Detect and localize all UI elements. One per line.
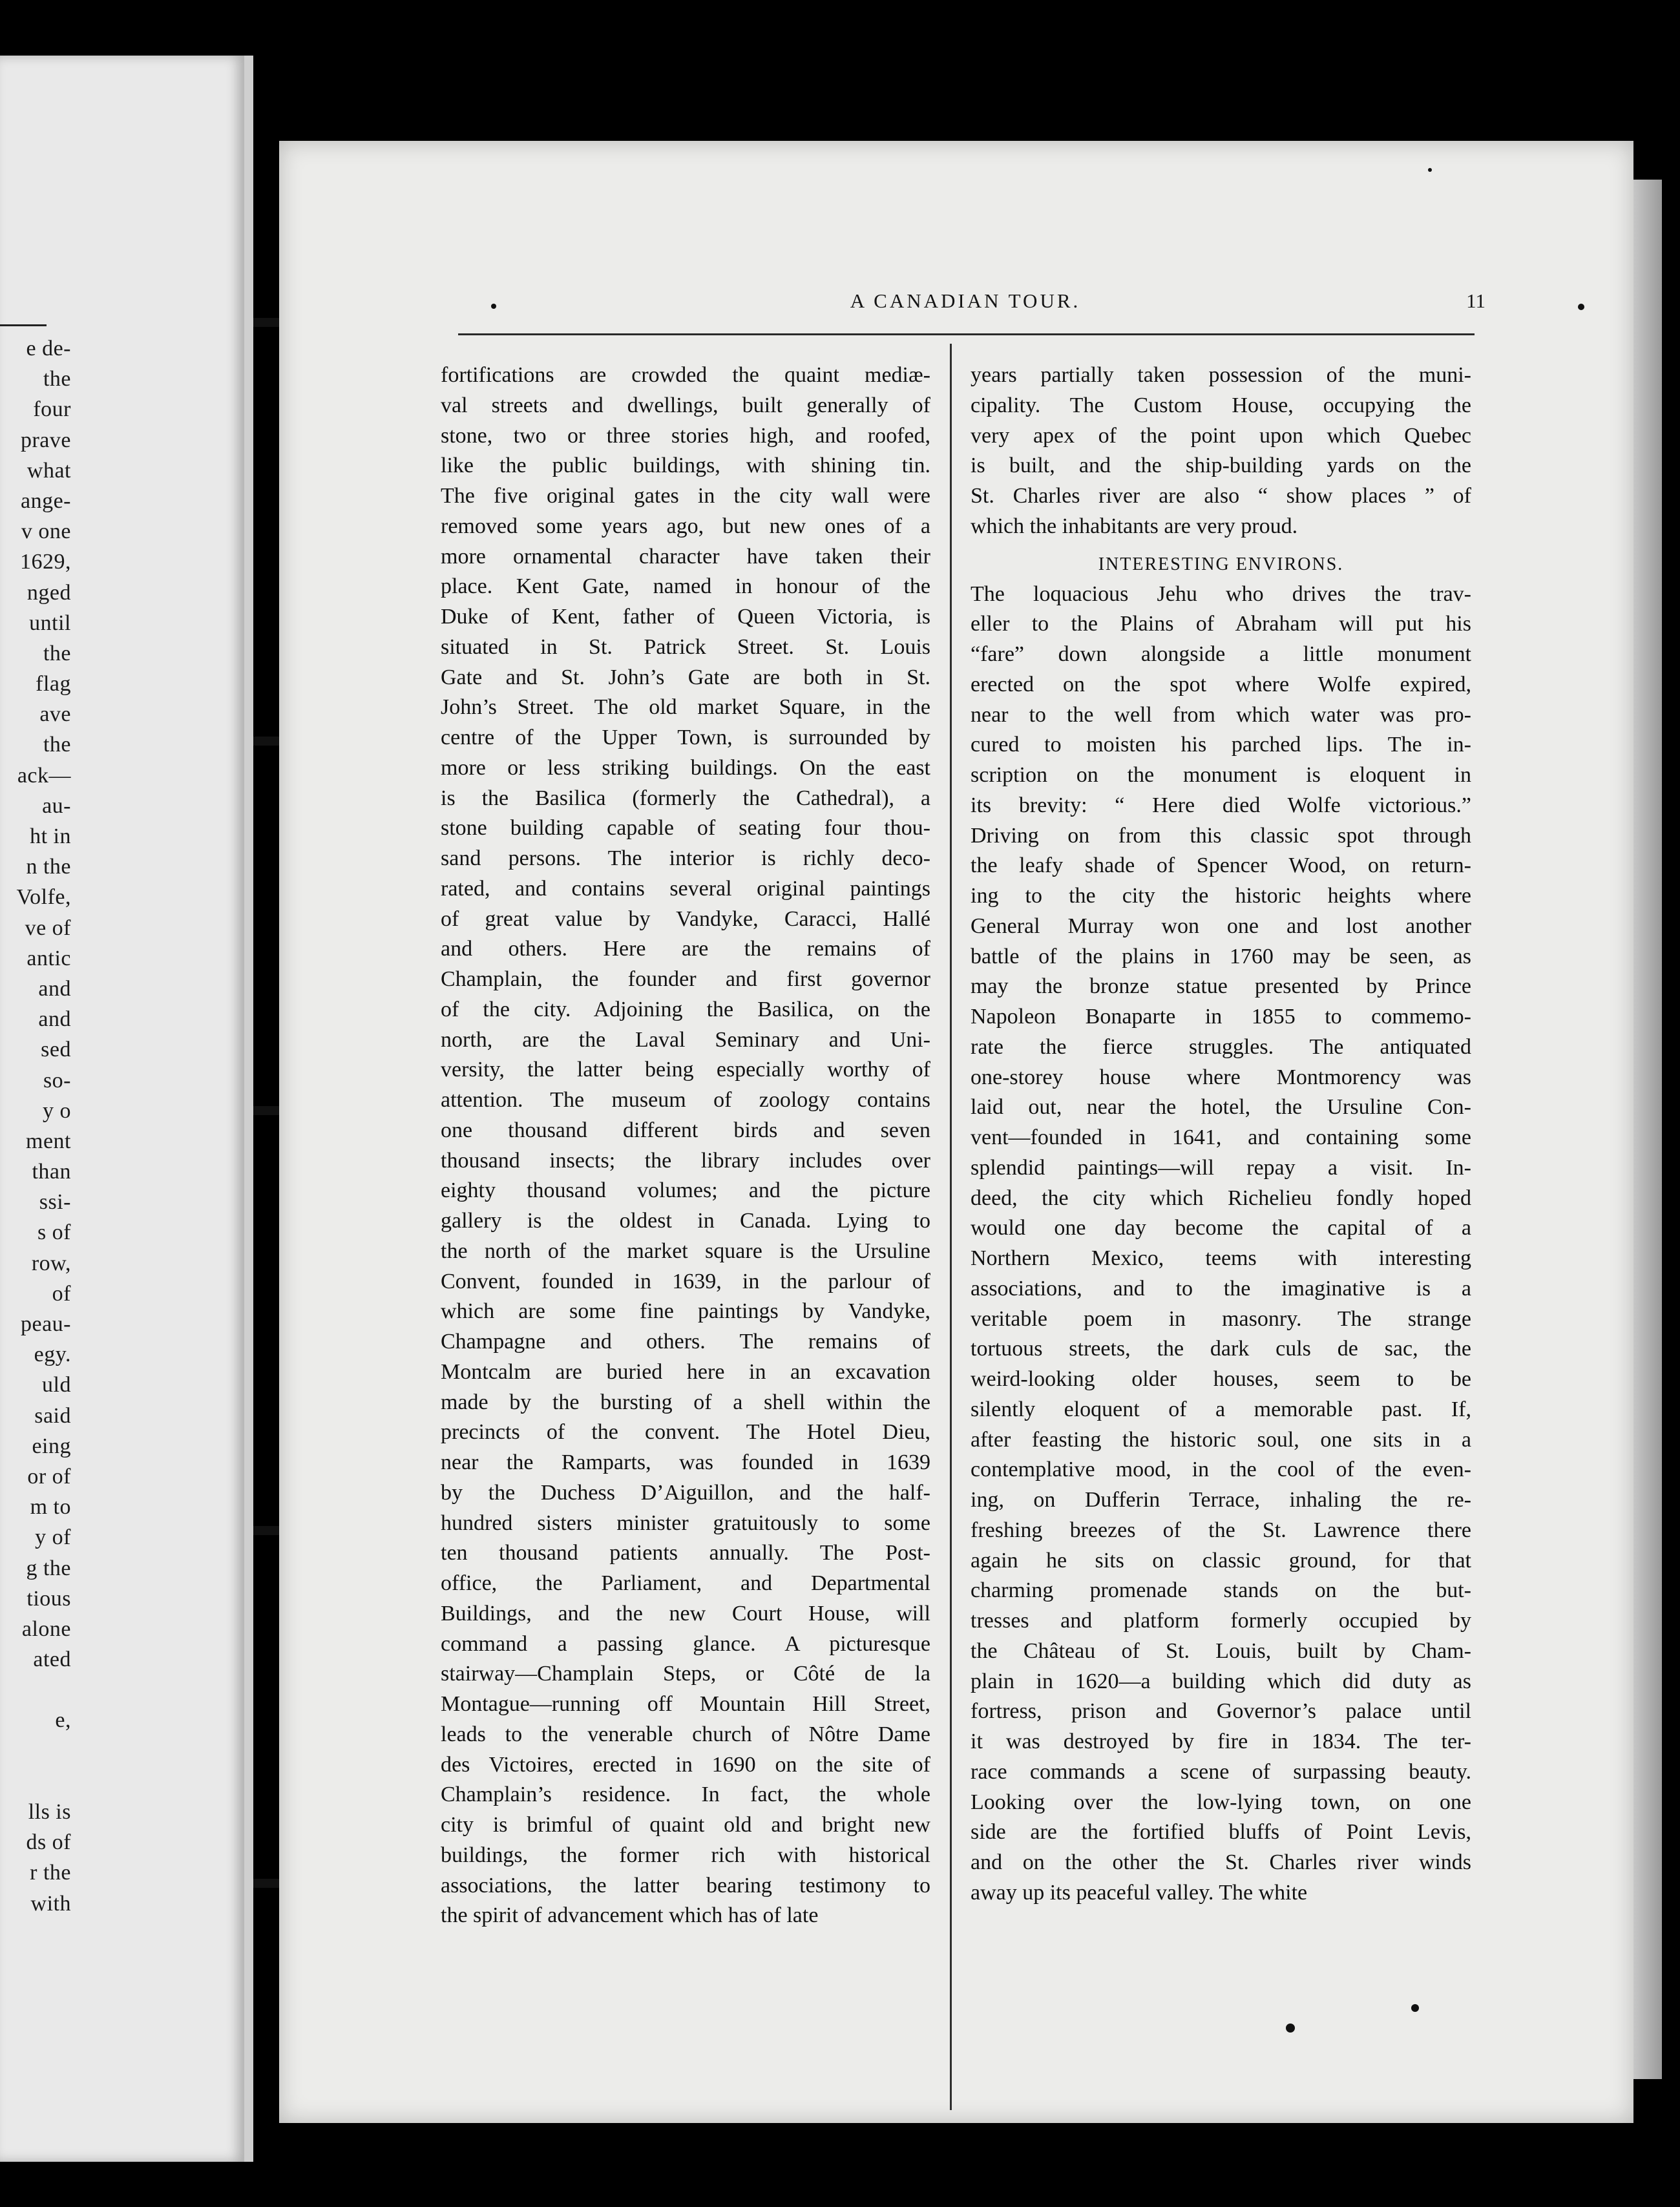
text-line: Convent, founded in 1639, in the parlour of xyxy=(441,1269,930,1293)
fragment-line: said xyxy=(34,1403,71,1428)
text-line: more or less striking buildings. On the east xyxy=(441,755,930,780)
text-line: veritable poem in masonry. The strange xyxy=(971,1306,1471,1331)
text-line: fortifications are crowded the quaint mediæ- xyxy=(441,363,930,387)
text-line: The loquacious Jehu who drives the trav- xyxy=(971,581,1471,606)
fragment-line xyxy=(0,1675,71,1705)
fragment-line: Volfe, xyxy=(16,885,71,910)
text-line: the Château of St. Louis, built by Cham- xyxy=(971,1638,1471,1663)
running-title: A CANADIAN TOUR. xyxy=(850,289,1081,312)
section-heading: INTERESTING ENVIRONS. xyxy=(1098,554,1344,574)
text-line: stairway—Champlain Steps, or Côté de la xyxy=(441,1662,930,1686)
right-column xyxy=(971,361,1471,1909)
text-line: is built, and the ship-building yards on the xyxy=(971,454,1471,478)
fragment-line: the xyxy=(43,367,71,392)
text-line: splendid paintings—will repay a visit. In- xyxy=(971,1155,1471,1180)
facing-page-rule xyxy=(0,324,47,326)
text-line: des Victoires, erected in 1690 on the site of xyxy=(441,1752,930,1777)
right-column-body xyxy=(971,580,1471,1909)
fragment-line: nged xyxy=(26,580,71,605)
fragment-line: antic xyxy=(26,946,71,970)
print-speck xyxy=(1411,2004,1419,2012)
text-line: St. Charles river are also “ show places ” of xyxy=(971,484,1471,508)
fragment-line: and xyxy=(38,976,71,1001)
print-speck xyxy=(1428,168,1432,172)
running-header xyxy=(458,289,1486,322)
left-column xyxy=(441,361,930,1931)
text-line: attention. The museum of zoology contains xyxy=(441,1088,930,1112)
fragment-line: so- xyxy=(43,1068,71,1093)
text-line: race commands a scene of surpassing beauty. xyxy=(971,1759,1471,1784)
fragment-line: ssi- xyxy=(39,1190,71,1215)
text-line: battle of the plains in 1760 may be seen, as xyxy=(971,944,1471,968)
text-line: like the public buildings, with shining tin. xyxy=(441,454,930,478)
fragment-line: ve of xyxy=(25,915,71,940)
print-speck xyxy=(1286,2024,1295,2033)
text-line: one-storey house where Montmorency was xyxy=(971,1065,1471,1089)
fragment-line: g the xyxy=(26,1556,71,1580)
fragment-line: alone xyxy=(21,1616,71,1641)
text-line: made by the bursting of a shell within the xyxy=(441,1390,930,1414)
text-line: would one day become the capital of a xyxy=(971,1216,1471,1240)
text-line: gallery is the oldest in Canada. Lying to xyxy=(441,1209,930,1233)
text-line: rate the fierce struggles. The antiquated xyxy=(971,1034,1471,1059)
text-line: of the city. Adjoining the Basilica, on the xyxy=(441,997,930,1021)
fragment-line: v one xyxy=(21,519,71,544)
fragment-line: ment xyxy=(26,1129,71,1153)
text-line: freshing breezes of the St. Lawrence there xyxy=(971,1518,1471,1542)
text-line: and on the other the St. Charles river winds xyxy=(971,1850,1471,1874)
text-line: associations, and to the imaginative is a xyxy=(971,1276,1471,1301)
text-line: is the Basilica (formerly the Cathedral), a xyxy=(441,786,930,810)
text-line: John’s Street. The old market Square, in the xyxy=(441,695,930,720)
fragment-line: the xyxy=(43,641,71,665)
text-line: Montague—running off Mountain Hill Street, xyxy=(441,1692,930,1716)
text-line: Duke of Kent, father of Queen Victoria, is xyxy=(441,605,930,629)
text-line: Driving on from this classic spot through xyxy=(971,823,1471,848)
facing-page-edge xyxy=(0,56,253,2162)
text-line: The five original gates in the city wall were xyxy=(441,484,930,508)
text-line: laid out, near the hotel, the Ursuline Con- xyxy=(971,1095,1471,1120)
text-line: Champlain, the founder and first governor xyxy=(441,967,930,991)
fragment-line: than xyxy=(32,1160,71,1184)
fragment-line: four xyxy=(33,397,71,422)
text-line: ten thousand patients annually. The Post- xyxy=(441,1541,930,1565)
fragment-line: au- xyxy=(42,793,71,818)
text-line: more ornamental character have taken their xyxy=(441,544,930,569)
fragment-line: s of xyxy=(37,1220,71,1245)
text-line: stone building capable of seating four thou- xyxy=(441,816,930,841)
text-line: years partially taken possession of the muni- xyxy=(971,363,1471,387)
text-line: very apex of the point upon which Quebec xyxy=(971,423,1471,448)
fragment-line: e de- xyxy=(26,337,71,361)
text-line: and others. Here are the remains of xyxy=(441,937,930,961)
text-line: ing to the city the historic heights where xyxy=(971,884,1471,908)
fragment-line: 1629, xyxy=(20,550,71,574)
fragment-line: eing xyxy=(32,1434,71,1458)
fragment-line: sed xyxy=(41,1038,71,1062)
text-line: the north of the market square is the Ursuline xyxy=(441,1239,930,1263)
fragment-line: uld xyxy=(42,1373,71,1397)
text-line: plain in 1620—a building which did duty as xyxy=(971,1669,1471,1693)
text-line: away up its peaceful valley. The white xyxy=(971,1880,1308,1905)
text-line: Gate and St. John’s Gate are both in St. xyxy=(441,665,930,689)
text-line: precincts of the convent. The Hotel Dieu, xyxy=(441,1420,930,1445)
fragment-line: ange- xyxy=(20,488,71,513)
fragment-line: flag xyxy=(36,672,71,696)
text-line: removed some years ago, but new ones of a xyxy=(441,514,930,538)
text-line: again he sits on classic ground, for that xyxy=(971,1548,1471,1573)
text-line: it was destroyed by fire in 1834. The ter- xyxy=(971,1730,1471,1753)
fragment-line: m to xyxy=(30,1495,71,1520)
text-line: Champagne and others. The remains of xyxy=(441,1330,930,1354)
text-line: versity, the latter being especially worthy of xyxy=(441,1058,930,1082)
text-line: silently eloquent of a memorable past. If, xyxy=(971,1397,1471,1421)
text-line: sand persons. The interior is richly deco- xyxy=(441,846,930,870)
column-divider xyxy=(950,344,952,2110)
text-line: vent—founded in 1641, and containing some xyxy=(971,1125,1471,1149)
text-line: Buildings, and the new Court House, will xyxy=(441,1601,930,1626)
text-line: place. Kent Gate, named in honour of the xyxy=(441,574,930,599)
fragment-line: peau- xyxy=(20,1312,71,1336)
text-line: of great value by Vandyke, Caracci, Hallé xyxy=(441,906,930,931)
text-line: rated, and contains several original paintings xyxy=(441,876,930,901)
text-line: ing, on Dufferin Terrace, inhaling the re- xyxy=(971,1488,1471,1512)
text-line: cured to moisten his parched lips. The in- xyxy=(971,733,1471,757)
fragment-line: until xyxy=(29,611,71,635)
facing-page-text-fragments xyxy=(0,333,71,1919)
text-line: centre of the Upper Town, is surrounded by xyxy=(441,726,930,749)
text-line: Looking over the low-lying town, on one xyxy=(971,1790,1471,1814)
text-line: eighty thousand volumes; and the picture xyxy=(441,1178,930,1203)
text-line: by the Duchess D’Aiguillon, and the half- xyxy=(441,1480,930,1505)
text-line: tortuous streets, the dark culs de sac, the xyxy=(971,1337,1471,1361)
text-line: scription on the monument is eloquent in xyxy=(971,763,1471,787)
text-line: Northern Mexico, teems with interesting xyxy=(971,1246,1471,1270)
text-line: situated in St. Patrick Street. St. Louis xyxy=(441,634,930,659)
fragment-line: and xyxy=(38,1007,71,1032)
text-line: leads to the venerable church of Nôtre Dame xyxy=(441,1722,930,1746)
page-number: 11 xyxy=(1466,289,1486,312)
text-line: charming promenade stands on the but- xyxy=(971,1578,1471,1603)
text-line: may the bronze statue presented by Prince xyxy=(971,974,1471,999)
text-line: the spirit of advancement which has of late xyxy=(441,1903,819,1928)
fragment-line: prave xyxy=(20,428,71,452)
text-line: its brevity: “ Here died Wolfe victorious.” xyxy=(971,793,1471,817)
text-line: General Murray won one and lost another xyxy=(971,914,1471,938)
fragment-line: ave xyxy=(39,702,71,727)
text-line: after feasting the historic soul, one sits in a xyxy=(971,1427,1471,1452)
print-speck xyxy=(1578,304,1584,310)
fragment-line: tious xyxy=(26,1586,71,1611)
fragment-line: y o xyxy=(43,1098,71,1123)
text-line: “fare” down alongside a little monument xyxy=(971,642,1471,666)
text-line: Champlain’s residence. In fact, the whole xyxy=(441,1783,930,1807)
text-line: contemplative mood, in the cool of the even- xyxy=(971,1458,1471,1482)
text-line: near the Ramparts, was founded in 1639 xyxy=(441,1450,930,1474)
fragment-line: lls is xyxy=(28,1800,71,1824)
text-line: weird-looking older houses, seem to be xyxy=(971,1367,1471,1391)
fragment-line: the xyxy=(43,733,71,757)
fragment-line: with xyxy=(30,1891,71,1916)
fragment-line: or of xyxy=(27,1464,71,1489)
text-line: the leafy shade of Spencer Wood, on return- xyxy=(971,853,1471,878)
fragment-line: ht in xyxy=(30,824,71,848)
text-line: one thousand different birds and seven xyxy=(441,1118,930,1142)
fragment-line: n the xyxy=(26,855,71,879)
fragment-line: ds of xyxy=(26,1830,71,1855)
text-line: Napoleon Bonaparte in 1855 to commemo- xyxy=(971,1005,1471,1029)
fragment-line xyxy=(0,1766,71,1797)
text-line: buildings, the former rich with historical xyxy=(441,1843,930,1867)
text-line: stone, two or three stories high, and roofed, xyxy=(441,423,930,448)
right-column-intro xyxy=(971,361,1471,542)
text-line: which the inhabitants are very proud. xyxy=(971,514,1298,538)
fragment-line: e, xyxy=(55,1708,71,1733)
text-line: which are some fine paintings by Vandyke, xyxy=(441,1299,930,1324)
text-line: side are the fortified bluffs of Point Levis, xyxy=(971,1820,1471,1845)
text-line: val streets and dwellings, built generally of xyxy=(441,393,930,417)
text-line: cipality. The Custom House, occupying the xyxy=(971,393,1471,417)
text-line: deed, the city which Richelieu fondly hoped xyxy=(971,1186,1471,1210)
text-line: north, are the Laval Seminary and Uni- xyxy=(441,1027,930,1052)
fragment-line: r the xyxy=(30,1861,71,1885)
fragment-line: of xyxy=(52,1281,71,1306)
fragment-line xyxy=(0,1736,71,1766)
text-line: Montcalm are buried here in an excavation xyxy=(441,1359,930,1384)
fragment-line: y of xyxy=(35,1525,71,1550)
fragment-line: ack— xyxy=(17,763,71,788)
fragment-line: row, xyxy=(31,1251,71,1275)
text-line: erected on the spot where Wolfe expired, xyxy=(971,672,1471,696)
text-line: near to the well from which water was pro- xyxy=(971,702,1471,727)
text-line: eller to the Plains of Abraham will put his xyxy=(971,612,1471,636)
header-rule xyxy=(458,333,1475,335)
fragment-line: egy. xyxy=(34,1343,71,1367)
text-line: city is brimful of quaint old and bright new xyxy=(441,1813,930,1837)
text-line: thousand insects; the library includes over xyxy=(441,1148,930,1173)
fragment-line: what xyxy=(26,458,71,483)
book-page xyxy=(279,141,1633,2123)
text-line: fortress, prison and Governor’s palace until xyxy=(971,1699,1471,1724)
print-speck xyxy=(491,304,496,309)
text-line: tresses and platform formerly occupied by xyxy=(971,1609,1471,1633)
text-line: office, the Parliament, and Departmental xyxy=(441,1571,930,1595)
fragment-line: ated xyxy=(33,1647,71,1672)
text-line: hundred sisters minister gratuitously to some xyxy=(441,1511,930,1535)
text-line: associations, the latter bearing testimony to xyxy=(441,1873,930,1898)
text-line: command a passing glance. A picturesque xyxy=(441,1631,930,1656)
